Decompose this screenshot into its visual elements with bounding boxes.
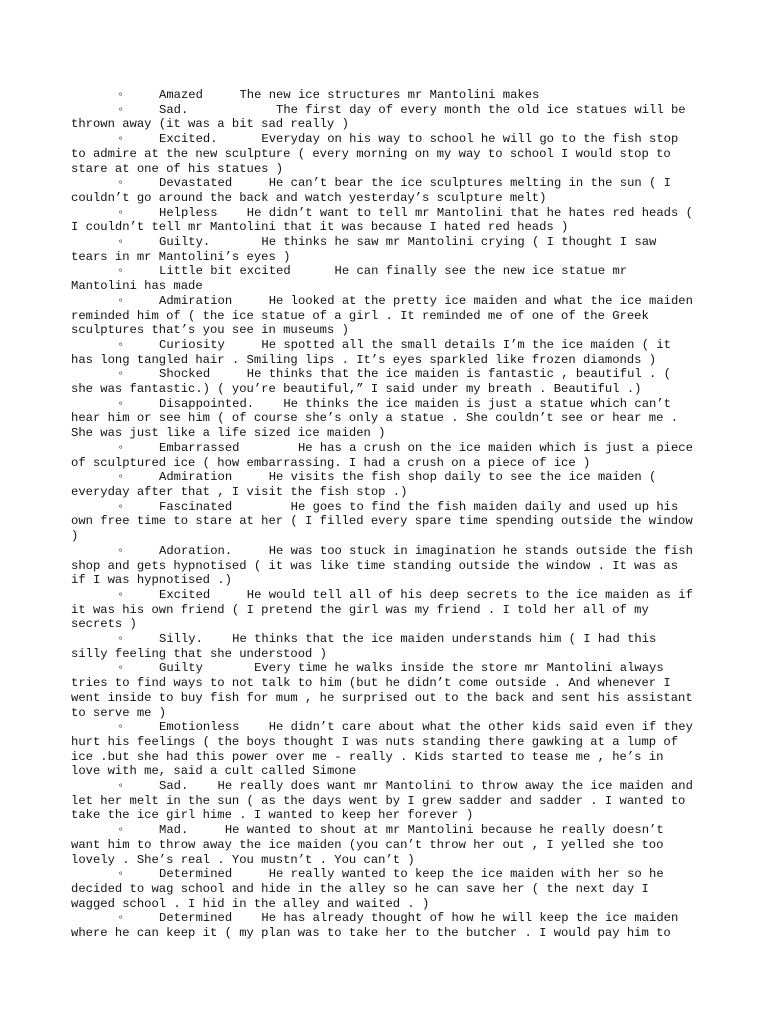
bullet-icon: ◦ [117,661,125,676]
entry-text: He really does want mr Mantolini to throw away the ice maiden and let her melt in the sun ( as the days went by I grew sadder and sadder . I wanted to take the ice girl hime . I wanted to keep her forever ) [71,779,701,823]
entry-text: He would tell all of his deep secrets to the ice maiden as if it was his own friend ( I pretend the girl was my friend . I told her all of my secrets ) [71,587,701,632]
emotion-label: Sad. [159,779,189,794]
document-body [71,88,699,941]
emotion-label: Embarrassed [159,440,240,455]
emotion-label: Guilty. [159,235,211,250]
bullet-icon: ◦ [117,911,125,926]
spacer [188,779,217,793]
list-item [71,235,699,264]
list-item [71,441,699,470]
emotion-label: Fascinated [159,499,233,514]
bullet-icon: ◦ [117,102,125,117]
spacer [203,88,240,102]
list-item [71,397,699,441]
emotion-label: Helpless [159,205,218,220]
bullet-icon: ◦ [117,440,125,455]
emotion-label: Admiration [159,470,233,485]
spacer [239,441,298,455]
bullet-icon: ◦ [117,337,125,352]
emotion-label: Shocked [159,367,211,382]
emotion-label: Little bit excited [159,264,291,279]
list-item [71,88,699,103]
spacer [239,720,268,734]
spacer [210,235,261,249]
spacer [210,367,247,381]
spacer [232,470,269,484]
entry-text: He has a crush on the ice maiden which is just a piece of sculptured ice ( how embarrassing. I had a crush on a piece of ice ) [71,440,701,470]
entry-text: He has already thought of how he will keep the ice maiden where he can keep it ( my plan was to take her to the butcher . I would pay him to [71,911,686,941]
emotion-label: Emotionless [159,720,240,735]
spacer [188,103,276,117]
entry-text: He thinks that the ice maiden is fantastic , beautiful . ( she was fantastic.) ( you’re beautiful,” I said under my breath . Beautiful .) [71,367,679,397]
spacer [232,500,291,514]
list-item [71,911,699,940]
list-item [71,338,699,367]
bullet-icon: ◦ [117,470,125,485]
entry-text: He spotted all the small details I’m the ice maiden ( it has long tangled hair . Smiling lips . It’s eyes sparkled like frozen diamonds ) [71,337,679,367]
entry-text: Every time he walks inside the store mr Mantolini always tries to find ways to not talk to him (but he didn’t come outside . And whenever I went inside to buy fish for mum , he surprised out to the back and sent his assistant to serve me ) [71,661,700,720]
entry-text: He thinks the ice maiden is just a statue which can’t hear him or see him ( of course she’s only a statue . She couldn’t see or hear me . She was just like a life sized ice maiden ) [71,396,686,441]
entry-text: He was too stuck in imagination he stands outside the fish shop and gets hypnotised ( it was like time standing outside the window . It was as if I was hypnotised .) [71,543,701,588]
bullet-icon: ◦ [117,132,125,147]
bullet-icon: ◦ [117,176,125,191]
spacer [203,661,254,675]
entry-text: Everyday on his way to school he will go to the fish stop to admire at the new sculpture ( every morning on my way to school I would stop to stare at one of his statues ) [71,132,686,176]
list-item [71,779,699,823]
spacer [218,132,262,146]
spacer [232,544,269,558]
emotion-label: Disappointed. [159,396,255,411]
bullet-icon: ◦ [117,264,125,279]
bullet-icon: ◦ [117,867,125,882]
emotion-label: Mad. [159,823,189,838]
spacer [210,588,247,602]
bullet-icon: ◦ [117,779,125,794]
list-item [71,176,699,205]
bullet-icon: ◦ [117,823,125,838]
entry-text: He wanted to shout at mr Mantolini because he really doesn’t want him to throw away the ice maiden (you can’t throw her out , I yelled she too lovely . She’s real . You mustn’t . You can’t ) [71,823,671,867]
spacer [232,176,269,190]
entry-text: He goes to find the fish maiden daily and used up his own free time to stare at her ( I filled every spare time spending outside the window ) [71,499,700,544]
entry-text: He thinks he saw mr Mantolini crying ( I thought I saw tears in mr Mantolini’s eyes ) [71,235,664,264]
entry-text: He can’t bear the ice sculptures melting in the sun ( I couldn’t go around the back and watch yesterday’s sculpture melt) [71,176,679,205]
entry-text: He didn’t care about what the other kids said even if they hurt his feelings ( the boys thought I was nuts standing there gawking at a lump of ice .but she had this power over me - really . Kids started to tease me , he’s in love with me, said a cult called Simone [71,720,701,779]
spacer [254,397,283,411]
entry-text: He really wanted to keep the ice maiden with her so he decided to wag school and hide in the alley so he can save her ( the next day I wagged school . I hid in the alley and waited . ) [71,867,671,911]
bullet-icon: ◦ [117,587,125,602]
entry-text: He can finally see the new ice statue mr Mantolini has made [71,264,635,294]
emotion-label: Excited [159,587,211,602]
list-item [71,588,699,632]
bullet-icon: ◦ [117,293,125,308]
bullet-icon: ◦ [117,396,125,411]
list-item [71,294,699,338]
spacer [291,264,335,278]
emotion-label: Silly. [159,632,203,647]
spacer [188,823,225,837]
spacer [232,911,261,925]
spacer [218,206,247,220]
emotion-label: Excited. [159,132,218,147]
emotion-label: Admiration [159,293,233,308]
list-item [71,632,699,661]
list-item [71,103,699,132]
list-item [71,206,699,235]
entry-text: He didn’t want to tell mr Mantolini that he hates red heads ( I couldn’t tell mr Mantolini that it was because I hated red heads ) [71,205,701,235]
list-item [71,500,699,544]
spacer [232,294,269,308]
list-item [71,867,699,911]
emotion-label: Determined [159,911,233,926]
list-item [71,470,699,499]
bullet-icon: ◦ [117,367,125,382]
emotion-label: Curiosity [159,337,225,352]
entry-text: He looked at the pretty ice maiden and what the ice maiden reminded him of ( the ice statue of a girl . It reminded me of one of the Greek sculptures that’s you see in museums ) [71,293,701,338]
list-item [71,132,699,176]
bullet-icon: ◦ [117,543,125,558]
bullet-icon: ◦ [117,499,125,514]
entry-text: He visits the fish shop daily to see the ice maiden ( everyday after that , I visit the fish stop .) [71,470,664,499]
bullet-icon: ◦ [117,632,125,647]
list-item [71,661,699,720]
spacer [203,632,232,646]
list-item [71,264,699,293]
entry-text: He thinks that the ice maiden understands him ( I had this silly feeling that she understood ) [71,632,664,661]
emotion-label: Guilty [159,661,203,676]
list-item [71,720,699,779]
bullet-icon: ◦ [117,235,125,250]
emotion-label: Adoration. [159,543,233,558]
entry-text: The new ice structures mr Mantolini makes [239,88,540,102]
emotion-label: Determined [159,867,233,882]
emotion-label: Devastated [159,176,233,191]
entry-text: The first day of every month the old ice statues will be thrown away (it was a bit sad really ) [71,102,693,132]
spacer [225,338,262,352]
list-item [71,544,699,588]
emotion-label: Sad. [159,102,189,117]
bullet-icon: ◦ [117,88,125,102]
bullet-icon: ◦ [117,205,125,220]
bullet-icon: ◦ [117,720,125,735]
list-item [71,823,699,867]
emotion-label: Amazed [159,88,203,102]
spacer [232,867,269,881]
list-item [71,367,699,396]
